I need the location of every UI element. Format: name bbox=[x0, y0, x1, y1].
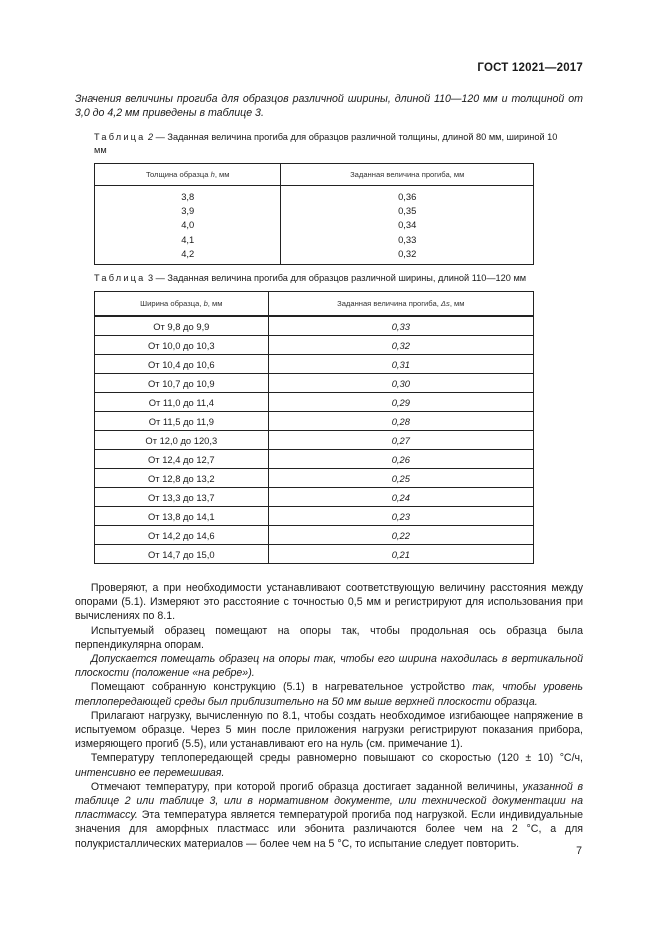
table2-row bbox=[95, 218, 534, 232]
paragraph-supports: Проверяют, а при необходимости устанавливают соответствующую величину расстояния между опорами (5.1). Измеряют это расстояние с точностью 0,5 мм и регистрируют для использования при вычислениях по 8.1. bbox=[75, 582, 583, 623]
table3-cell-value: 0,22 bbox=[268, 526, 533, 545]
table3-caption-text: — Заданная величина прогиба для образцов различной ширины, длиной 110—120 мм bbox=[153, 273, 527, 283]
table3-row bbox=[95, 336, 534, 355]
table3-cell-value: 0,26 bbox=[268, 450, 533, 469]
table2-cell-value: 0,36 bbox=[281, 186, 534, 204]
table2-header-deflection: Заданная величина прогиба, мм bbox=[281, 164, 534, 186]
table3-cell-key: От 14,2 до 14,6 bbox=[95, 526, 269, 545]
table3-cell-key: От 13,3 до 13,7 bbox=[95, 488, 269, 507]
table3-cell-value: 0,28 bbox=[268, 412, 533, 431]
table3-row bbox=[95, 431, 534, 450]
paragraph-heating-device: Помещают собранную конструкцию (5.1) в нагревательное устройство так, чтобы уровень теплопередающей среды был приблизительно на 50 мм выше верхней плоскости образца. bbox=[75, 681, 583, 708]
paragraph-specimen-placement: Испытуемый образец помещают на опоры так, чтобы продольная ось образца была перпендикулярна опорам. bbox=[75, 624, 583, 651]
table3-row bbox=[95, 412, 534, 431]
table3-cell-key: От 10,7 до 10,9 bbox=[95, 374, 269, 393]
table3-cell-key: От 13,8 до 14,1 bbox=[95, 507, 269, 526]
table2-cell-value: 0,32 bbox=[281, 247, 534, 265]
table3-row bbox=[95, 469, 534, 488]
paragraph-load: Прилагают нагрузку, вычисленную по 8.1, чтобы создать необходимое изгибающее напряжение в испытуемом образце. Через 5 мин после приложения нагрузки регистрируют показания прибора, измеряющего прогиб (5.5), или устанавливают его на нуль (см. примечание 1). bbox=[75, 709, 583, 751]
table2-caption bbox=[94, 131, 564, 156]
table2-caption-word: Таблица bbox=[94, 132, 146, 142]
paragraph-deflection-temperature: Отмечают температуру, при которой прогиб образца достигает заданной величины, указанной в таблице 2 или таблице 3, или в нормативном документе, или технической документации на пластмассу. Эта температура является температурой прогиба под нагрузкой. Если индивидуальные значения для аморфных пластмасс или эбонита различаются более чем на 2 °С, а для полукристаллических материалов — более чем на 5 °С, то испытание следует повторить. bbox=[75, 780, 583, 850]
paragraph-temperature-rate: Температуру теплопередающей среды равномерно повышают со скоростью (120 ± 10) °С/ч, интенсивно ее перемешивая. bbox=[75, 752, 583, 779]
table2-cell-value: 0,34 bbox=[281, 218, 534, 232]
table3-cell-value: 0,30 bbox=[268, 374, 533, 393]
table2-cell-key: 4,1 bbox=[95, 232, 281, 246]
document-code: ГОСТ 12021—2017 bbox=[477, 62, 583, 74]
table2-cell-key: 3,8 bbox=[95, 186, 281, 204]
table2-cell-key: 4,0 bbox=[95, 218, 281, 232]
table3-row bbox=[95, 488, 534, 507]
table3-cell-key: От 14,7 до 15,0 bbox=[95, 545, 269, 564]
table2-caption-text: — Заданная величина прогиба для образцов различной толщины, длиной 80 мм, шириной 10 мм bbox=[94, 132, 558, 155]
table3-cell-value: 0,24 bbox=[268, 488, 533, 507]
table3-cell-key: От 11,5 до 11,9 bbox=[95, 412, 269, 431]
table3-caption-number: 3 bbox=[148, 273, 154, 283]
table3-cell-key: От 10,4 до 10,6 bbox=[95, 355, 269, 374]
table2-row bbox=[95, 247, 534, 265]
table3-cell-key: От 12,8 до 13,2 bbox=[95, 469, 269, 488]
table2-cell-key: 3,9 bbox=[95, 203, 281, 217]
table3-header-row bbox=[95, 292, 534, 317]
table3-cell-value: 0,21 bbox=[268, 545, 533, 564]
table2-header-row bbox=[95, 164, 534, 186]
table2 bbox=[94, 163, 534, 265]
table3-cell-key: От 12,4 до 12,7 bbox=[95, 450, 269, 469]
table2-caption-number: 2 bbox=[148, 132, 154, 142]
page-number: 7 bbox=[576, 845, 582, 857]
table3-cell-value: 0,27 bbox=[268, 431, 533, 450]
table3-cell-value: 0,25 bbox=[268, 469, 533, 488]
paragraph-edgewise: Допускается помещать образец на опоры так, чтобы его ширина находилась в вертикальной плоскости (положение «на ребре»). bbox=[75, 653, 583, 680]
table3-row bbox=[95, 450, 534, 469]
table3-cell-value: 0,31 bbox=[268, 355, 533, 374]
table3 bbox=[94, 291, 534, 564]
table3-cell-value: 0,29 bbox=[268, 393, 533, 412]
table2-header-thickness: Толщина образца h, мм bbox=[95, 164, 281, 186]
table3-cell-key: От 10,0 до 10,3 bbox=[95, 336, 269, 355]
table3-caption-word: Таблица bbox=[94, 273, 146, 283]
table3-header-deflection: Заданная величина прогиба, Δs, мм bbox=[268, 292, 533, 317]
table3-cell-value: 0,32 bbox=[268, 336, 533, 355]
body-text bbox=[75, 581, 583, 851]
table3-header-width: Ширина образца, b, мм bbox=[95, 292, 269, 317]
table2-cell-value: 0,33 bbox=[281, 232, 534, 246]
table2-row bbox=[95, 186, 534, 204]
intro-paragraph: Значения величины прогиба для образцов различной ширины, длиной 110—120 мм и толщиной от 3,0 до 4,2 мм приведены в таблице 3. bbox=[75, 93, 583, 119]
table3-row bbox=[95, 316, 534, 336]
table3-cell-value: 0,33 bbox=[268, 316, 533, 336]
table3-row bbox=[95, 545, 534, 564]
table3-row bbox=[95, 507, 534, 526]
table3-row bbox=[95, 526, 534, 545]
table3-caption bbox=[94, 272, 564, 285]
table2-row bbox=[95, 203, 534, 217]
table3-cell-key: От 9,8 до 9,9 bbox=[95, 316, 269, 336]
table2-row bbox=[95, 232, 534, 246]
table3-row bbox=[95, 374, 534, 393]
table3-row bbox=[95, 393, 534, 412]
table3-cell-key: От 12,0 до 120,3 bbox=[95, 431, 269, 450]
table3-cell-key: От 11,0 до 11,4 bbox=[95, 393, 269, 412]
table2-cell-key: 4,2 bbox=[95, 247, 281, 265]
table3-row bbox=[95, 355, 534, 374]
table3-cell-value: 0,23 bbox=[268, 507, 533, 526]
table2-cell-value: 0,35 bbox=[281, 203, 534, 217]
